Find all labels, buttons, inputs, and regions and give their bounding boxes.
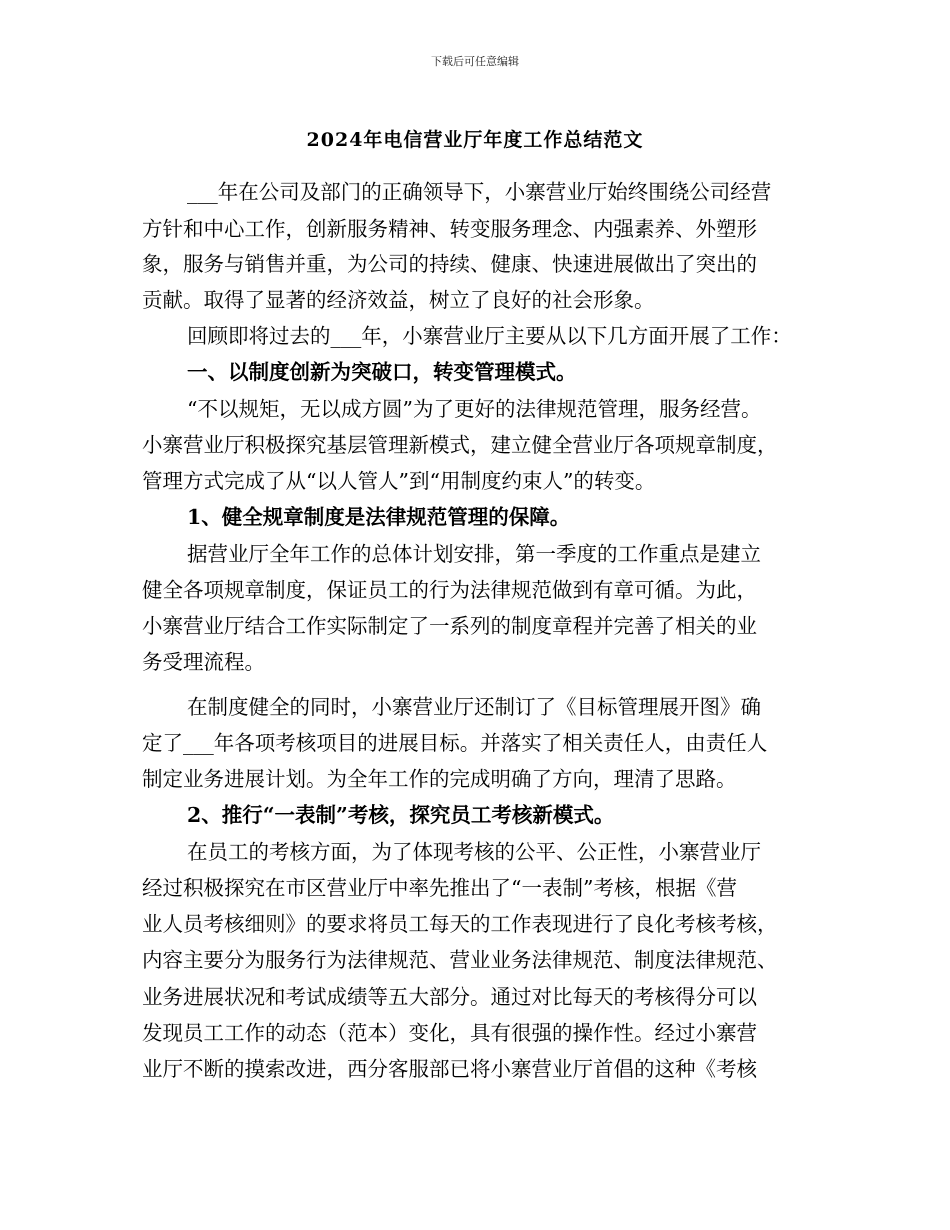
paragraph-line: 在员工的考核方面，为了体现考核的公平、公正性，小寨营业厅 bbox=[187, 840, 761, 864]
paragraph-line: 发现员工工作的动态（范本）变化，具有很强的操作性。经过小寨营 bbox=[142, 1021, 757, 1045]
paragraph-line: 方针和中心工作，创新服务精神、转变服务理念、内强素养、外塑形 bbox=[142, 217, 757, 241]
paragraph-line: 小寨营业厅结合工作实际制定了一系列的制度章程并完善了相关的业 bbox=[142, 614, 757, 638]
paragraph-line: 定了___年各项考核项目的进展目标。并落实了相关责任人，由责任人 bbox=[142, 731, 768, 755]
paragraph-line: 在制度健全的同时，小寨营业厅还制订了《目标管理展开图》确 bbox=[187, 695, 761, 719]
document-title: 2024年电信营业厅年度工作总结范文 bbox=[306, 129, 644, 151]
paragraph-line: “不以规矩，无以成方圆”为了更好的法律规范管理，服务经营。 bbox=[187, 397, 762, 421]
paragraph-line: 业厅不断的摸索改进，西分客服部已将小寨营业厅首倡的这种《考核 bbox=[142, 1057, 757, 1081]
paragraph-line: 回顾即将过去的___年，小寨营业厅主要从以下几方面开展了工作： bbox=[187, 324, 792, 348]
paragraph-line: 健全各项规章制度，保证员工的行为法律规范做到有章可循。为此， bbox=[142, 578, 757, 602]
subsection-heading: 1、健全规章制度是法律规范管理的保障。 bbox=[187, 505, 571, 529]
paragraph-line: 管理方式完成了从“以人管人”到“用制度约束人”的转变。 bbox=[142, 469, 656, 493]
paragraph-line: 据营业厅全年工作的总体计划安排，第一季度的工作重点是建立 bbox=[187, 542, 761, 566]
paragraph-line: 业人员考核细则》的要求将员工每天的工作表现进行了良化考核考核， bbox=[142, 912, 778, 936]
paragraph-line: 内容主要分为服务行为法律规范、营业业务法律规范、制度法律规范、 bbox=[142, 948, 778, 972]
page-header: 下载后可任意编辑 bbox=[431, 55, 519, 68]
section-heading: 一、以制度创新为突破口，转变管理模式。 bbox=[187, 360, 577, 384]
paragraph-line: 象，服务与销售并重，为公司的持续、健康、快速进展做出了突出的 bbox=[142, 252, 757, 276]
subsection-heading: 2、推行“一表制”考核，探究员工考核新模式。 bbox=[187, 803, 615, 827]
paragraph-line: 业务进展状况和考试成绩等五大部分。通过对比每天的考核得分可以 bbox=[142, 985, 757, 1009]
paragraph-line: 贡献。取得了显著的经济效益，树立了良好的社会形象。 bbox=[142, 288, 655, 312]
paragraph-line: ___年在公司及部门的正确领导下，小寨营业厅始终围绕公司经营 bbox=[187, 180, 772, 204]
paragraph-line: 务受理流程。 bbox=[142, 650, 265, 674]
paragraph-line: 经过积极探究在市区营业厅中率先推出了“一表制”考核，根据《营 bbox=[142, 876, 737, 900]
paragraph-line: 制定业务进展计划。为全年工作的完成明确了方向，理清了思路。 bbox=[142, 767, 737, 791]
paragraph-line: 小寨营业厅积极探究基层管理新模式，建立健全营业厅各项规章制度， bbox=[142, 433, 778, 457]
